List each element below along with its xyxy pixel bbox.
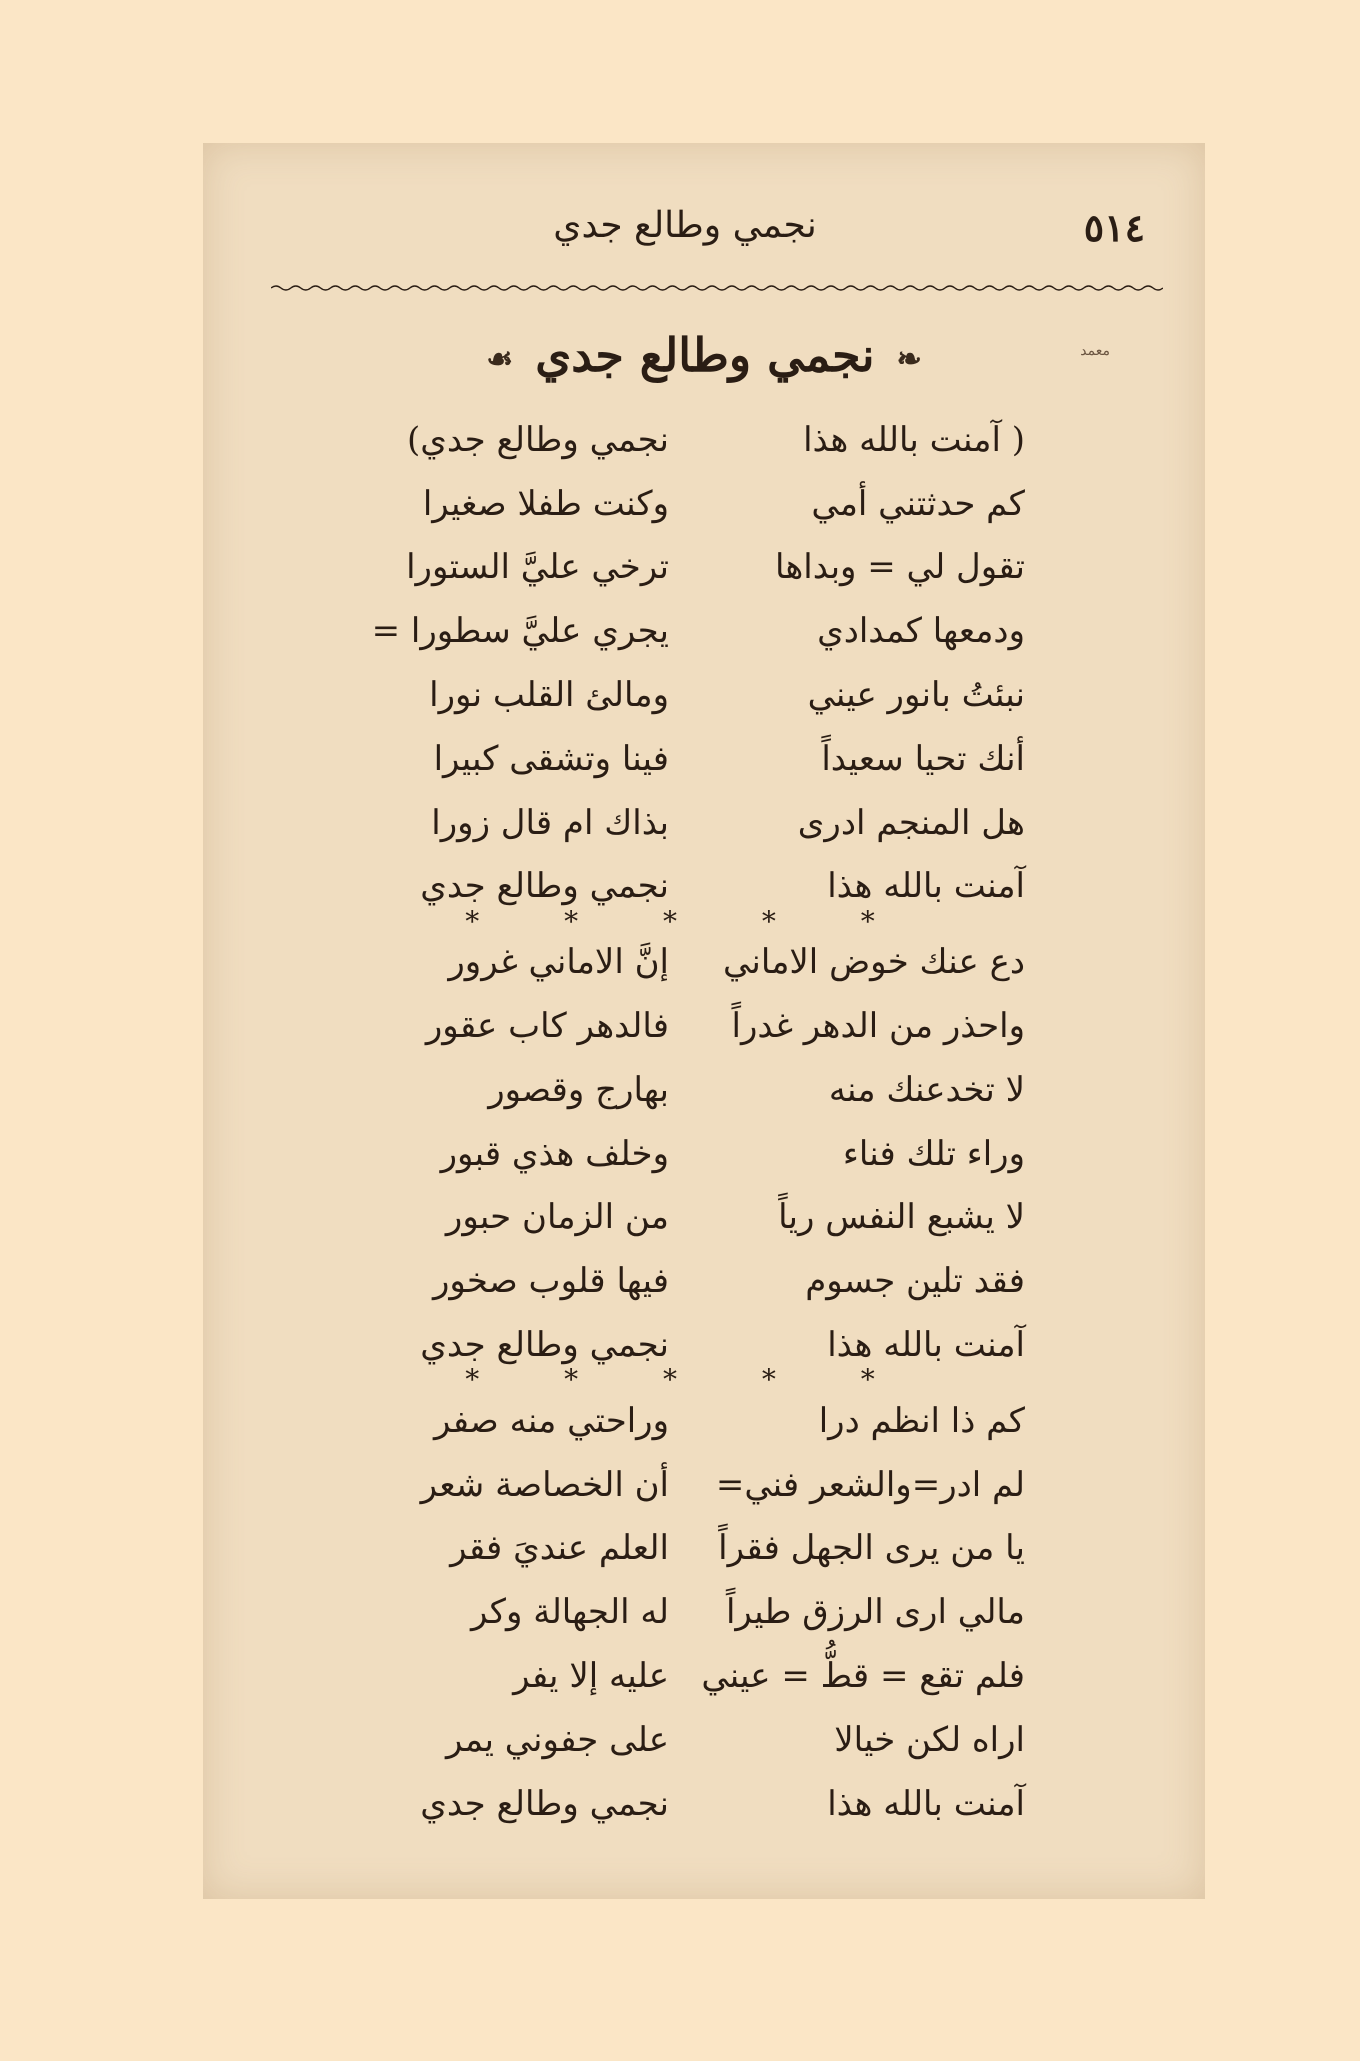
stanza-separator: * * * * * bbox=[465, 1363, 913, 1397]
first-hemistich: هل المنجم ادرى bbox=[797, 802, 1025, 843]
second-hemistich: نجمي وطالع جدي) bbox=[406, 419, 669, 460]
ornament-left-icon: ☙ bbox=[486, 341, 514, 377]
second-hemistich: من الزمان حبور bbox=[445, 1197, 669, 1238]
book-page bbox=[203, 143, 1205, 1899]
second-hemistich: إنَّ الاماني غرور bbox=[448, 942, 669, 983]
second-hemistich: ومالئ القلب نورا bbox=[429, 675, 669, 716]
second-hemistich: فيها قلوب صخور bbox=[432, 1261, 669, 1302]
first-hemistich: يا من يرى الجهل فقراً bbox=[718, 1528, 1025, 1569]
first-hemistich: وراء تلك فناء bbox=[842, 1133, 1025, 1174]
first-hemistich: دع عنك خوض الاماني bbox=[723, 942, 1025, 983]
first-hemistich: نبئتُ بانور عيني bbox=[807, 675, 1025, 716]
second-hemistich: بذاك ام قال زورا bbox=[431, 802, 669, 843]
verse-row bbox=[313, 1389, 1065, 1453]
second-hemistich: وراحتي منه صفر bbox=[433, 1400, 669, 1441]
verse-row bbox=[313, 930, 1065, 994]
poem-body bbox=[313, 408, 1065, 1836]
verse-row bbox=[313, 1058, 1065, 1122]
wavy-rule bbox=[271, 283, 1163, 293]
poem-title-text: نجمي وطالع جدي bbox=[535, 328, 875, 382]
first-hemistich: مالي ارى الرزق طيراً bbox=[725, 1592, 1025, 1633]
verse-row bbox=[313, 1772, 1065, 1836]
second-hemistich: أن الخصاصة شعر bbox=[420, 1464, 669, 1505]
second-hemistich: عليه إلا يفر bbox=[513, 1656, 669, 1697]
second-hemistich: يجري عليَّ سطورا = bbox=[371, 611, 669, 652]
second-hemistich: فينا وتشقى كبيرا bbox=[433, 738, 669, 779]
first-hemistich: آمنت بالله هذا bbox=[827, 1325, 1025, 1366]
first-hemistich: واحذر من الدهر غدراً bbox=[731, 1006, 1025, 1047]
verse-row bbox=[313, 408, 1065, 472]
poem-title bbox=[203, 328, 1205, 382]
page-number: ٥١٤ bbox=[1083, 205, 1145, 250]
running-title: نجمي وطالع جدي bbox=[553, 205, 817, 246]
verse-row bbox=[313, 1708, 1065, 1772]
second-hemistich: وكنت طفلا صغيرا bbox=[422, 483, 669, 524]
verse-row bbox=[313, 599, 1065, 663]
verse-row bbox=[313, 536, 1065, 600]
first-hemistich: آمنت بالله هذا bbox=[827, 1783, 1025, 1824]
page-header bbox=[263, 205, 1145, 265]
first-hemistich: كم حدثتني أمي bbox=[811, 483, 1025, 524]
first-hemistich: أنك تحيا سعيداً bbox=[821, 738, 1025, 779]
second-hemistich: وخلف هذي قبور bbox=[440, 1133, 669, 1174]
verse-row bbox=[313, 1453, 1065, 1517]
second-hemistich: ترخي عليَّ الستورا bbox=[406, 547, 669, 588]
second-hemistich: على جفوني يمر bbox=[446, 1719, 669, 1760]
second-hemistich: نجمي وطالع جدي bbox=[420, 1783, 669, 1824]
verse-row bbox=[313, 791, 1065, 855]
verse-row bbox=[313, 1249, 1065, 1313]
verse-row bbox=[313, 727, 1065, 791]
verse-row bbox=[313, 1580, 1065, 1644]
first-hemistich: فقد تلين جسوم bbox=[805, 1261, 1025, 1302]
second-hemistich: العلم عنديَ فقر bbox=[450, 1528, 669, 1569]
first-hemistich: لا تخدعنك منه bbox=[828, 1069, 1025, 1110]
second-hemistich: له الجهالة وكر bbox=[471, 1592, 669, 1633]
margin-mark: معمد bbox=[1080, 343, 1110, 359]
first-hemistich: تقول لي = وبداها bbox=[774, 547, 1025, 588]
stanza-separator: * * * * * bbox=[465, 904, 913, 938]
first-hemistich: فلم تقع = قطُّ = عيني bbox=[701, 1656, 1025, 1697]
first-hemistich: لم ادر=والشعر فني= bbox=[715, 1464, 1025, 1505]
verse-row bbox=[313, 1517, 1065, 1581]
verse-row bbox=[313, 472, 1065, 536]
second-hemistich: نجمي وطالع جدي bbox=[420, 1325, 669, 1366]
second-hemistich: نجمي وطالع جدي bbox=[420, 866, 669, 907]
verse-row bbox=[313, 1186, 1065, 1250]
verse-row bbox=[313, 663, 1065, 727]
first-hemistich: اراه لكن خيالا bbox=[834, 1719, 1025, 1760]
second-hemistich: فالدهر كاب عقور bbox=[425, 1006, 669, 1047]
first-hemistich: آمنت بالله هذا bbox=[827, 866, 1025, 907]
verse-row bbox=[313, 1644, 1065, 1708]
first-hemistich: ودمعها كمدادي bbox=[817, 611, 1025, 652]
verse-row bbox=[313, 1122, 1065, 1186]
first-hemistich: لا يشبع النفس رياً bbox=[778, 1197, 1025, 1238]
ornament-right-icon: ❧ bbox=[896, 341, 922, 377]
second-hemistich: بهارج وقصور bbox=[488, 1069, 669, 1110]
verse-row bbox=[313, 994, 1065, 1058]
first-hemistich: ( آمنت بالله هذا bbox=[803, 419, 1025, 460]
first-hemistich: كم ذا انظم درا bbox=[818, 1400, 1025, 1441]
